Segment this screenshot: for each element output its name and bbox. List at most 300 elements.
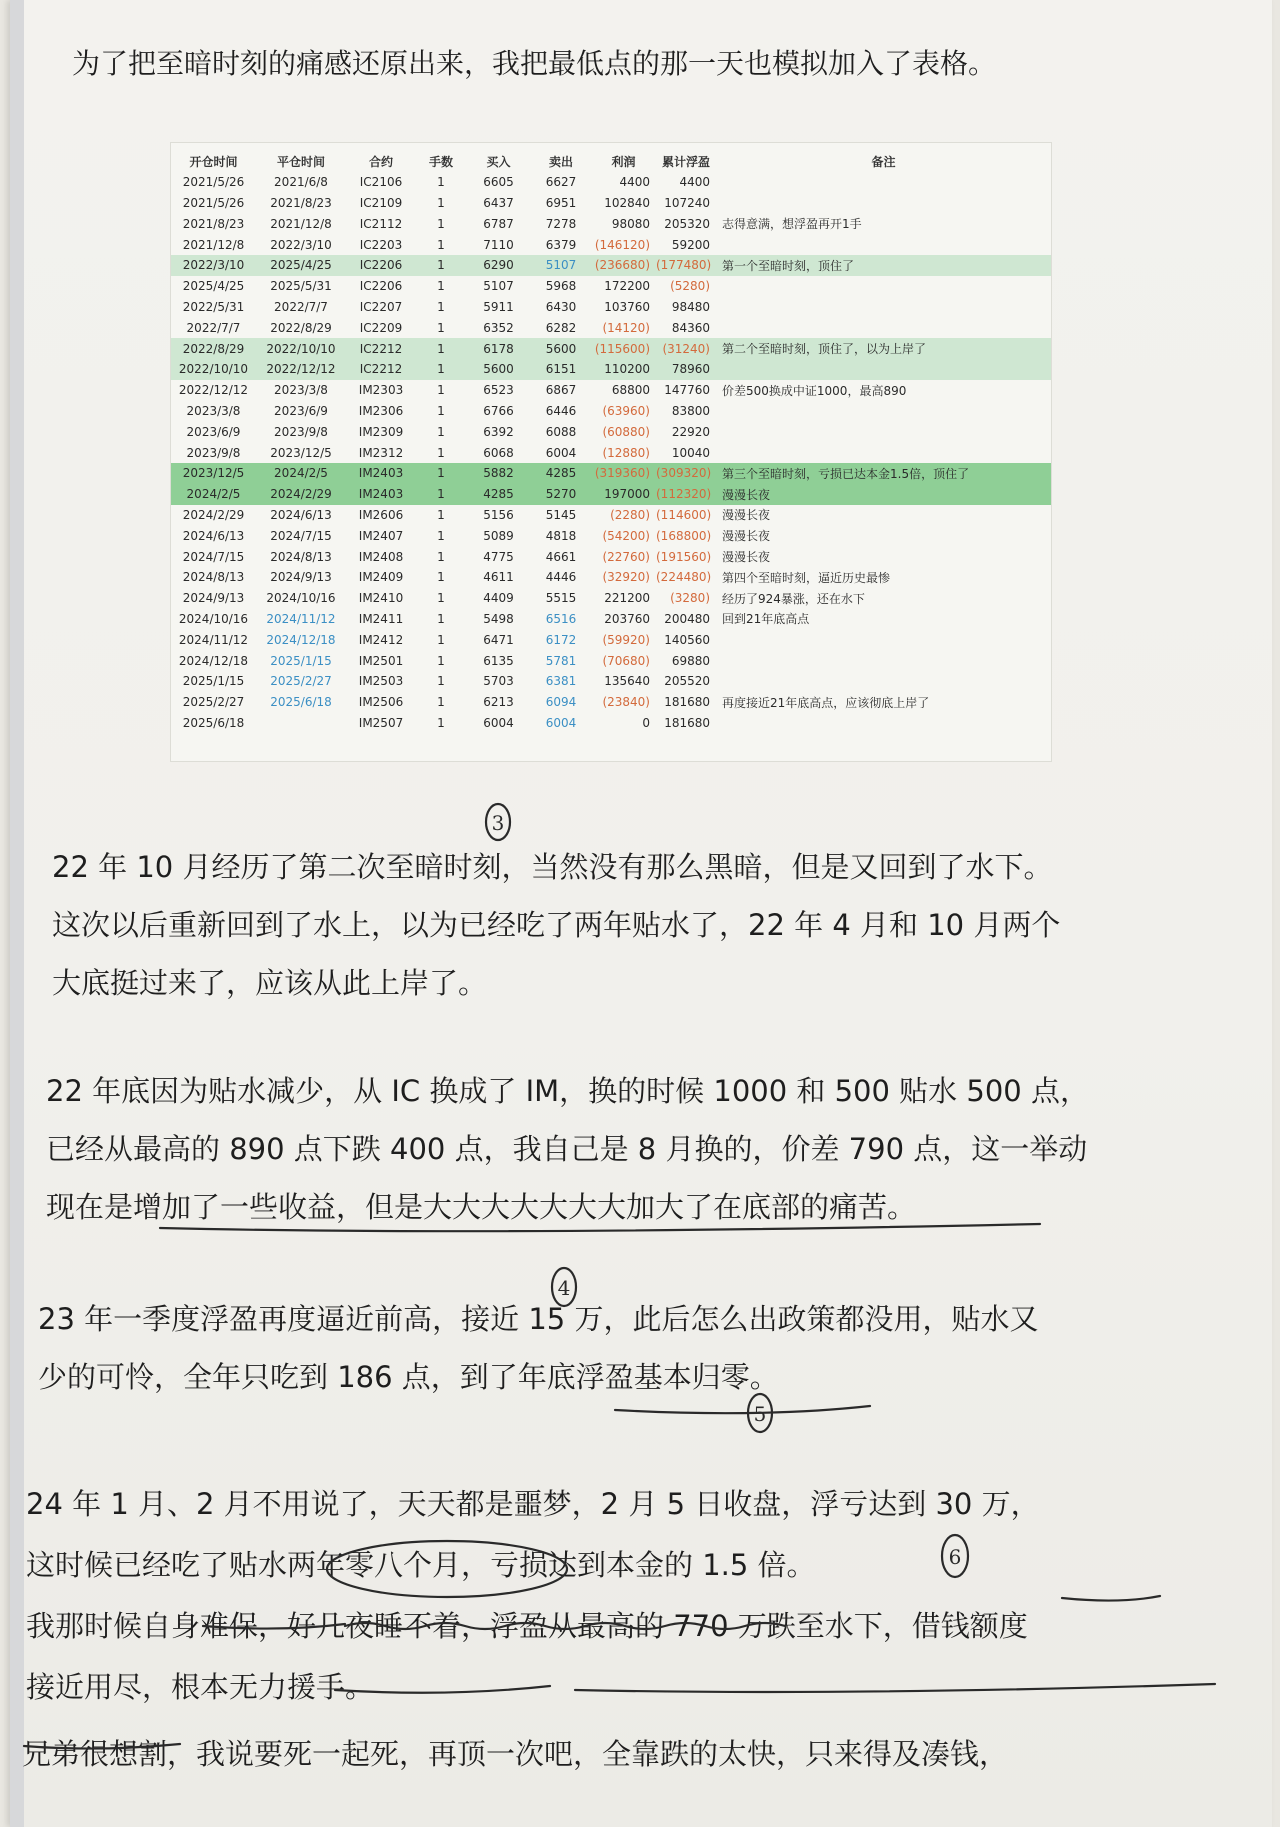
header-notes: 备注 [871, 154, 896, 169]
cell-buy: 4775 [483, 549, 514, 564]
cell-close-date: 2024/6/13 [270, 507, 332, 522]
cell-note: 漫漫长夜 [722, 529, 771, 544]
page-edge [10, 0, 24, 1827]
cell-buy: 6787 [483, 216, 514, 231]
table-row [171, 317, 1051, 338]
cell-close-date: 2021/6/8 [274, 175, 328, 190]
cell-lots: 1 [437, 175, 445, 190]
cell-sell: 6004 [545, 445, 577, 460]
paragraph-line: 已经从最高的 890 点下跌 400 点，我自己是 8 月换的，价差 790 点，这一举动 [46, 1132, 1088, 1166]
cell-open-date: 2021/5/26 [182, 175, 245, 190]
paragraph-1 [52, 838, 1060, 1012]
cell-cumulative: (31240) [656, 338, 716, 359]
cell-buy: 5498 [483, 611, 514, 626]
cell-contract: IM2306 [358, 403, 404, 418]
cell-contract: IM2410 [358, 591, 404, 606]
cell-profit: (54200) [602, 528, 650, 543]
cell-buy: 5882 [466, 463, 531, 484]
paragraph-4 [26, 1474, 1040, 1718]
paragraph-line: 现在是增加了一些收益，但是大大大大大大大加大了在底部的痛苦。 [46, 1190, 917, 1224]
cell-sell: 5515 [545, 591, 577, 606]
cell-contract: IM2503 [358, 674, 404, 689]
cell-sell: 5107 [531, 255, 591, 276]
paragraph-line: 22 年底因为贴水减少，从 IC 换成了 IM，换的时候 1000 和 500 贴水 500 点， [46, 1074, 1089, 1108]
cell-profit: (2280) [610, 507, 650, 522]
cell-sell: 4285 [531, 463, 591, 484]
cell-note: 漫漫长夜 [716, 484, 1051, 505]
cell-lots: 1 [437, 653, 445, 668]
cell-open-date: 2021/8/23 [182, 216, 245, 231]
table-row [171, 401, 1051, 422]
cell-lots: 1 [437, 383, 445, 398]
table-row [171, 546, 1051, 567]
table-row [171, 213, 1051, 234]
cell-buy: 6068 [483, 445, 514, 460]
paragraph-line: 24 年 1 月、2 月不用说了，天天都是噩梦，2 月 5 日收盘，浮亏达到 30 万， [26, 1487, 1040, 1521]
cell-cumulative: 10040 [671, 445, 710, 460]
paragraph-line: 少的可怜，全年只吃到 186 点，到了年底浮盈基本归零。 [38, 1360, 779, 1394]
cell-lots: 1 [437, 570, 445, 585]
paragraph-5 [22, 1725, 1008, 1783]
cell-profit: (319360) [591, 463, 656, 484]
cell-close-date: 2023/3/8 [274, 383, 328, 398]
cell-profit: (59920) [602, 632, 650, 647]
cell-note [716, 276, 1051, 297]
cell-note: 漫漫长夜 [722, 508, 771, 523]
cell-sell: 6627 [545, 175, 577, 190]
cell-note: 志得意满，想浮盈再开1手 [722, 217, 862, 232]
cell-sell: 6172 [545, 632, 577, 647]
cell-close-date: 2025/5/31 [270, 279, 332, 294]
cell-open-date: 2023/3/8 [186, 403, 241, 418]
cell-buy: 6004 [483, 715, 514, 730]
cell-lots: 1 [437, 320, 445, 335]
cell-close-date: 2021/8/23 [270, 195, 332, 210]
cell-note [716, 713, 1051, 734]
cell-profit: (22760) [602, 549, 650, 564]
cell-profit: 135640 [604, 674, 650, 689]
cell-lots: 1 [437, 632, 445, 647]
cell-contract: IC2106 [359, 175, 403, 190]
cell-cumulative: (112320) [656, 484, 716, 505]
cell-close-date: 2022/8/29 [270, 320, 332, 335]
mark-text: 6 [948, 1545, 962, 1569]
cell-note [716, 193, 1051, 214]
cell-buy: 6213 [483, 695, 514, 710]
cell-sell: 6094 [545, 695, 577, 710]
paragraph-line: 接近用尽，根本无力援手。 [26, 1670, 375, 1704]
cell-lots: 1 [416, 359, 466, 380]
table-row [171, 172, 1051, 193]
cell-buy: 6766 [483, 403, 514, 418]
cell-open-date: 2024/12/18 [178, 653, 249, 668]
cell-buy: 7110 [483, 237, 514, 252]
cell-note [716, 629, 1051, 650]
cell-close-date: 2024/8/13 [270, 549, 332, 564]
table-row [171, 484, 1051, 505]
cell-close-date: 2022/3/10 [270, 237, 332, 252]
cell-buy: 6352 [483, 320, 514, 335]
table-row [171, 255, 1051, 276]
cell-close-date: 2024/10/16 [266, 591, 336, 606]
cell-sell: 5145 [545, 507, 577, 522]
cell-buy: 4611 [483, 570, 514, 585]
cell-note: 第四个至暗时刻，逼近历史最惨 [722, 570, 891, 585]
cell-contract: IM2409 [358, 570, 404, 585]
cell-open-date: 2022/8/29 [171, 338, 256, 359]
cell-sell: 4446 [545, 570, 577, 585]
cell-contract: IC2212 [346, 359, 416, 380]
cell-lots: 1 [437, 403, 445, 418]
cell-buy: 5089 [483, 528, 514, 543]
paragraph-line: 兄弟很想割，我说要死一起死，再顶一次吧，全靠跌的太快，只来得及凑钱， [22, 1737, 1009, 1771]
table-row [171, 442, 1051, 463]
cell-close-date: 2024/7/15 [270, 528, 332, 543]
table-row [171, 588, 1051, 609]
cell-buy: 5156 [483, 507, 514, 522]
cell-sell: 6282 [545, 320, 577, 335]
cell-profit: 221200 [604, 591, 650, 606]
cell-sell: 5781 [545, 653, 577, 668]
cell-sell: 6088 [545, 424, 577, 439]
cell-close-date: 2023/12/5 [270, 445, 332, 460]
cell-contract: IC2109 [359, 195, 403, 210]
cell-buy: 5911 [483, 299, 514, 314]
cell-contract: IC2203 [359, 237, 403, 252]
cell-sell: 5270 [531, 484, 591, 505]
paragraph-line: 23 年一季度浮盈再度逼近前高，接近 15 万，此后怎么出政策都没用，贴水又 [38, 1302, 1039, 1336]
cell-cumulative: (168800) [656, 528, 712, 543]
cell-open-date: 2024/6/13 [182, 528, 245, 543]
cell-cumulative: (5280) [670, 279, 710, 294]
cell-lots: 1 [437, 216, 445, 231]
cell-open-date: 2024/2/5 [171, 484, 256, 505]
cell-lots: 1 [416, 484, 466, 505]
cell-profit: (70680) [602, 653, 650, 668]
table-row [171, 650, 1051, 671]
cell-note: 回到21年底高点 [722, 612, 810, 627]
table-row [171, 276, 1051, 297]
cell-cumulative: 181680 [664, 715, 710, 730]
cell-sell: 5968 [545, 279, 577, 294]
table-row [171, 505, 1051, 526]
cell-close-date: 2023/9/8 [274, 424, 328, 439]
cell-open-date: 2021/12/8 [182, 237, 245, 252]
cell-buy: 5600 [466, 359, 531, 380]
cell-sell: 6004 [545, 715, 577, 730]
cell-profit: (146120) [594, 237, 650, 252]
cell-cumulative: 205520 [664, 674, 710, 689]
cell-buy: 6471 [483, 632, 514, 647]
cell-profit: (236680) [591, 255, 656, 276]
table-row [171, 463, 1051, 484]
paragraph-line: 这次以后重新回到了水上，以为已经吃了两年贴水了，22 年 4 月和 10 月两个 [52, 908, 1061, 942]
cell-contract: IC2206 [346, 255, 416, 276]
cell-sell: 6516 [545, 611, 577, 626]
cell-note [716, 421, 1051, 442]
cell-lots: 1 [437, 715, 445, 730]
cell-note: 经历了924暴涨，还在水下 [722, 591, 865, 606]
cell-lots: 1 [437, 279, 445, 294]
cell-contract: IM2309 [358, 424, 404, 439]
table-row [171, 671, 1051, 692]
cell-contract: IM2411 [358, 611, 404, 626]
cell-cumulative: 78960 [656, 359, 716, 380]
paragraph-3 [38, 1290, 1038, 1406]
cell-lots: 1 [437, 611, 445, 626]
cell-profit: 0 [642, 715, 650, 730]
header-cumulative: 累计浮盈 [661, 154, 710, 169]
table-row [171, 234, 1051, 255]
trade-table [171, 151, 1051, 733]
cell-cumulative: 59200 [671, 237, 710, 252]
cell-buy: 5703 [483, 674, 514, 689]
cell-close-date: 2024/9/13 [270, 570, 332, 585]
cell-note: 第二个至暗时刻，顶住了，以为上岸了 [716, 338, 1051, 359]
cell-close-date: 2025/4/25 [256, 255, 346, 276]
cell-cumulative: (114600) [656, 507, 712, 522]
cell-cumulative: 69880 [671, 653, 710, 668]
cell-close-date: 2024/2/5 [256, 463, 346, 484]
cell-open-date: 2022/7/7 [186, 320, 241, 335]
cell-note [716, 317, 1051, 338]
cell-close-date: 2025/2/27 [270, 674, 332, 689]
cell-close-date: 2022/12/12 [256, 359, 346, 380]
cell-buy: 6290 [466, 255, 531, 276]
intro-text: 为了把至暗时刻的痛感还原出来，我把最低点的那一天也模拟加入了表格。 [72, 47, 997, 80]
cell-open-date: 2023/6/9 [186, 424, 241, 439]
cell-cumulative: (224480) [656, 570, 712, 585]
cell-open-date: 2022/12/12 [178, 383, 249, 398]
cell-close-date: 2022/10/10 [256, 338, 346, 359]
cell-close-date: 2021/12/8 [270, 216, 332, 231]
cell-close-date: 2024/12/18 [266, 632, 336, 647]
cell-cumulative: (3280) [670, 591, 710, 606]
cell-lots: 1 [416, 255, 466, 276]
cell-lots: 1 [437, 424, 445, 439]
cell-cumulative: 200480 [664, 611, 710, 626]
cell-profit: 197000 [591, 484, 656, 505]
cell-sell: 7278 [545, 216, 577, 231]
cell-contract: IM2407 [358, 528, 404, 543]
table-row [171, 359, 1051, 380]
table-row [171, 525, 1051, 546]
cell-open-date: 2024/2/29 [182, 507, 245, 522]
cell-sell: 6446 [545, 403, 577, 418]
cell-open-date: 2024/7/15 [182, 549, 245, 564]
table-row [171, 421, 1051, 442]
cell-buy: 4285 [466, 484, 531, 505]
cell-buy: 6605 [483, 175, 514, 190]
paragraph-2 [46, 1062, 1089, 1236]
cell-lots: 1 [416, 463, 466, 484]
table-row [171, 338, 1051, 359]
cell-profit: (32920) [602, 570, 650, 585]
cell-contract: IC2209 [359, 320, 403, 335]
cell-contract: IM2412 [358, 632, 404, 647]
cell-open-date: 2022/10/10 [171, 359, 256, 380]
cell-contract: IM2303 [358, 383, 404, 398]
mark-text: 3 [491, 811, 505, 835]
cell-contract: IM2408 [358, 549, 404, 564]
cell-close-date: 2023/6/9 [274, 403, 328, 418]
cell-open-date: 2023/12/5 [171, 463, 256, 484]
cell-open-date: 2024/8/13 [182, 570, 245, 585]
cell-open-date: 2025/2/27 [182, 695, 245, 710]
cell-lots: 1 [437, 237, 445, 252]
cell-lots: 1 [437, 549, 445, 564]
mark-text: 5 [753, 1402, 767, 1426]
cell-buy: 6437 [483, 195, 514, 210]
cell-buy: 6523 [483, 383, 514, 398]
cell-open-date: 2023/9/8 [186, 445, 241, 460]
cell-profit: 4400 [619, 175, 650, 190]
cell-contract: IC2212 [346, 338, 416, 359]
cell-open-date: 2025/4/25 [182, 279, 245, 294]
cell-cumulative: 140560 [664, 632, 710, 647]
cell-sell: 4661 [545, 549, 577, 564]
cell-profit: 110200 [591, 359, 656, 380]
cell-profit: 98080 [611, 216, 650, 231]
cell-sell: 4818 [545, 528, 577, 543]
header-sell: 卖出 [548, 154, 573, 169]
table-row [171, 609, 1051, 630]
cell-sell: 6430 [545, 299, 577, 314]
cell-sell: 6867 [545, 383, 577, 398]
cell-cumulative: 205320 [664, 216, 710, 231]
cell-contract: IM2507 [358, 715, 404, 730]
cell-contract: IM2506 [358, 695, 404, 710]
cell-profit: 102840 [604, 195, 650, 210]
header-close-date: 平仓时间 [276, 154, 325, 169]
cell-close-date [256, 713, 346, 734]
cell-lots: 1 [437, 195, 445, 210]
cell-profit: (23840) [602, 695, 650, 710]
cell-contract: IC2206 [359, 279, 403, 294]
cell-buy: 6178 [466, 338, 531, 359]
table-row [171, 692, 1051, 713]
cell-cumulative: 84360 [671, 320, 710, 335]
cell-lots: 1 [437, 299, 445, 314]
cell-profit: (12880) [602, 445, 650, 460]
cell-close-date: 2025/6/18 [270, 695, 332, 710]
cell-lots: 1 [437, 591, 445, 606]
cell-close-date: 2024/2/29 [256, 484, 346, 505]
cell-note [716, 401, 1051, 422]
cell-cumulative: (191560) [656, 549, 712, 564]
cell-open-date: 2024/10/16 [178, 611, 249, 626]
cell-cumulative: 4400 [679, 175, 710, 190]
table-row [171, 380, 1051, 401]
cell-profit: (63960) [602, 403, 650, 418]
cell-note: 价差500换成中证1000，最高890 [722, 383, 907, 398]
table-row [171, 567, 1051, 588]
cell-contract: IM2403 [346, 463, 416, 484]
cell-contract: IM2312 [358, 445, 404, 460]
cell-buy: 6392 [483, 424, 514, 439]
cell-buy: 5107 [483, 279, 514, 294]
cell-sell: 6151 [531, 359, 591, 380]
cell-note: 再度接近21年底高点，应该彻底上岸了 [722, 695, 930, 710]
cell-open-date: 2025/1/15 [182, 674, 245, 689]
cell-open-date: 2022/3/10 [171, 255, 256, 276]
cell-buy: 4409 [483, 591, 514, 606]
cell-close-date: 2022/7/7 [274, 299, 328, 314]
cell-note [716, 234, 1051, 255]
cell-lots: 1 [437, 695, 445, 710]
cell-lots: 1 [437, 445, 445, 460]
paragraph-line: 我那时候自身难保，好几夜睡不着，浮盈从最高的 770 万跌至水下，借钱额度 [26, 1609, 1028, 1643]
cell-note: 第三个至暗时刻，亏损已达本金1.5倍，顶住了 [716, 463, 1051, 484]
cell-open-date: 2022/5/31 [182, 299, 245, 314]
cell-cumulative: 22920 [671, 424, 710, 439]
cell-sell: 6379 [545, 237, 577, 252]
cell-note [716, 359, 1051, 380]
cell-lots: 1 [437, 674, 445, 689]
cell-buy: 6135 [483, 653, 514, 668]
cell-note [716, 297, 1051, 318]
header-contract: 合约 [368, 154, 393, 169]
cell-cumulative: 181680 [664, 695, 710, 710]
cell-open-date: 2021/5/26 [182, 195, 245, 210]
table-row [171, 629, 1051, 650]
cell-open-date: 2025/6/18 [182, 715, 245, 730]
cell-cumulative: 98480 [671, 299, 710, 314]
table-row [171, 713, 1051, 734]
cell-close-date: 2024/11/12 [266, 611, 336, 626]
cell-close-date: 2025/1/15 [270, 653, 332, 668]
table-header-row [171, 151, 1051, 172]
cell-contract: IC2207 [359, 299, 403, 314]
table-row [171, 297, 1051, 318]
cell-sell: 6951 [545, 195, 577, 210]
cell-cumulative: (309320) [656, 463, 716, 484]
cell-contract: IM2501 [358, 653, 404, 668]
header-profit: 利润 [611, 154, 636, 169]
cell-note [716, 650, 1051, 671]
cell-profit: 68800 [611, 383, 650, 398]
mark-text: 4 [557, 1276, 571, 1300]
cell-cumulative: 107240 [664, 195, 710, 210]
cell-profit: (14120) [602, 320, 650, 335]
table-row [171, 193, 1051, 214]
header-lots: 手数 [428, 154, 453, 169]
trade-table-screenshot [170, 142, 1052, 762]
cell-sell: 6381 [545, 674, 577, 689]
cell-profit: 203760 [604, 611, 650, 626]
cell-cumulative: (177480) [656, 255, 716, 276]
cell-sell: 5600 [531, 338, 591, 359]
cell-contract: IM2403 [346, 484, 416, 505]
cell-note [716, 442, 1051, 463]
header-open-date: 开仓时间 [189, 154, 238, 169]
cell-contract: IC2112 [359, 216, 403, 231]
cell-lots: 1 [437, 507, 445, 522]
cell-lots: 1 [437, 528, 445, 543]
cell-profit: (60880) [602, 424, 650, 439]
cell-open-date: 2024/11/12 [178, 632, 249, 647]
paragraph-line: 22 年 10 月经历了第二次至暗时刻，当然没有那么黑暗，但是又回到了水下。 [52, 850, 1053, 884]
cell-cumulative: 83800 [671, 403, 710, 418]
paragraph-line: 大底挺过来了，应该从此上岸了。 [52, 966, 488, 1000]
cell-profit: 172200 [604, 279, 650, 294]
cell-note [716, 172, 1051, 193]
cell-note: 漫漫长夜 [722, 550, 771, 565]
paragraph-line: 这时候已经吃了贴水两年零八个月，亏损达到本金的 1.5 倍。 [26, 1548, 816, 1582]
cell-cumulative: 147760 [664, 383, 710, 398]
cell-open-date: 2024/9/13 [182, 591, 245, 606]
cell-note [716, 671, 1051, 692]
